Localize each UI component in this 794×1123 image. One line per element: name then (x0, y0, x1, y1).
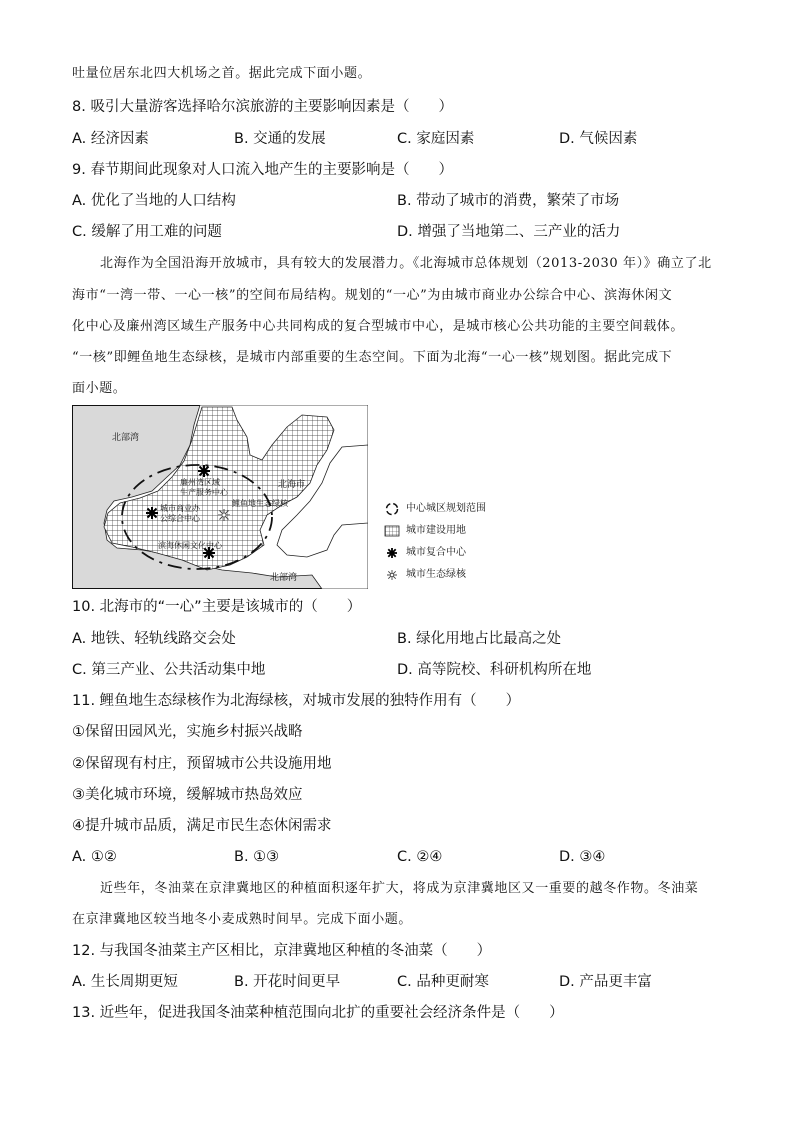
legend-item-composite-center (382, 546, 466, 561)
q8-option-b: B. 交通的发展 (234, 131, 326, 147)
q12-option-b: B. 开花时间更早 (234, 974, 341, 990)
q11-statement-3: ③美化城市环境，缓解城市热岛效应 (72, 787, 303, 803)
asterisk-light-icon (382, 568, 402, 582)
passage-line: 吐量位居东北四大机场之首。据此完成下面小题。 (72, 66, 372, 81)
label-beibu-bay-bottom: 北部湾 (270, 573, 298, 583)
legend-label: 中心城区规划范围 (406, 503, 486, 514)
label-commerce-2: 公综合中心 (160, 514, 200, 523)
passage-line: 在京津冀地区较当地冬小麦成熟时间早。完成下面小题。 (72, 912, 413, 927)
q11-option-b: B. ①③ (234, 849, 280, 865)
dashed-circle-icon (382, 502, 402, 516)
legend-label: 城市建设用地 (406, 525, 466, 536)
q11-option-c: C. ②④ (397, 849, 443, 865)
passage-line: 化中心及廉州湾区域生产服务中心共同构成的复合型城市中心，是城市核心公共功能的主要空间载体。 (72, 319, 685, 334)
passage-line: “一核”即鲤鱼地生态绿核，是城市内部重要的生态空间。下面为北海“一心一核”规划图。据此完成下 (72, 350, 673, 365)
label-beihai-city: 北海市 (278, 480, 306, 490)
passage-line: 海市“一湾一带、一心一核”的空间布局结构。规划的“一心”为由城市商业办公综合中心、滨海休闲文 (72, 288, 673, 303)
beihai-planning-map (72, 405, 368, 589)
question-10: 10. 北海市的“一心”主要是该城市的（ ） (72, 599, 362, 615)
legend-item-construction-land (382, 524, 466, 539)
label-binhai: 滨海休闲文化中心 (158, 541, 222, 550)
q11-option-a: A. ①② (72, 849, 117, 865)
q9-option-b: B. 带动了城市的消费，繁荣了市场 (397, 193, 620, 209)
q8-option-a: A. 经济因素 (72, 131, 149, 147)
passage-line: 近些年，冬油菜在京津冀地区的种植面积逐年扩大，将成为京津冀地区又一重要的越冬作物。冬油菜 (100, 881, 699, 896)
q8-option-d: D. 气候因素 (559, 131, 638, 147)
q10-option-a: A. 地铁、轻轨线路交会处 (72, 631, 236, 647)
q9-option-a: A. 优化了当地的人口结构 (72, 193, 236, 209)
legend-label: 城市复合中心 (406, 547, 466, 558)
label-lianzhou-1: 廉州湾区域 (180, 478, 220, 487)
q12-option-c: C. 品种更耐寒 (397, 974, 489, 990)
question-12: 12. 与我国冬油菜主产区相比，京津冀地区种植的冬油菜（ ） (72, 943, 492, 959)
asterisk-bold-icon (382, 546, 402, 560)
question-8: 8. 吸引大量游客选择哈尔滨旅游的主要影响因素是（ ） (72, 99, 453, 115)
label-lianzhou-2: 生产服务中心 (180, 488, 228, 497)
q11-statement-2: ②保留现有村庄，预留城市公共设施用地 (72, 756, 332, 772)
passage-line: 北海作为全国沿海开放城市，具有较大的发展潜力。《北海城市总体规划（2013-2030 年）》确立了北 (100, 256, 712, 271)
q11-statement-4: ④提升城市品质，满足市民生态休闲需求 (72, 818, 332, 834)
legend-item-central-boundary (382, 502, 486, 517)
q8-option-c: C. 家庭因素 (397, 131, 475, 147)
q9-option-d: D. 增强了当地第二、三产业的活力 (397, 224, 621, 240)
question-13: 13. 近些年，促进我国冬油菜种植范围向北扩的重要社会经济条件是（ ） (72, 1005, 564, 1021)
passage-line: 面小题。 (72, 381, 127, 396)
legend-label: 城市生态绿核 (406, 569, 466, 580)
label-liyu-core: 鲤鱼地生态绿核 (232, 499, 288, 508)
question-9: 9. 春节期间此现象对人口流入地产生的主要影响是（ ） (72, 162, 453, 178)
label-commerce-1: 城市商业办 (160, 504, 200, 513)
q10-option-b: B. 绿化用地占比最高之处 (397, 631, 562, 647)
q12-option-d: D. 产品更丰富 (559, 974, 652, 990)
composite-center-lianzhou (198, 465, 210, 477)
question-11: 11. 鲤鱼地生态绿核作为北海绿核，对城市发展的独特作用有（ ） (72, 693, 521, 709)
legend-item-green-core (382, 568, 466, 583)
q11-statement-1: ①保留田园风光，实施乡村振兴战略 (72, 724, 303, 740)
q12-option-a: A. 生长周期更短 (72, 974, 178, 990)
q11-option-d: D. ③④ (559, 849, 606, 865)
q9-option-c: C. 缓解了用工难的问题 (72, 224, 222, 240)
composite-center-commerce (146, 507, 158, 519)
q10-option-c: C. 第三产业、公共活动集中地 (72, 662, 266, 678)
label-beibu-bay-top: 北部湾 (112, 433, 140, 443)
grid-pattern-icon (382, 524, 402, 538)
ecological-green-core (218, 509, 230, 521)
q10-option-d: D. 高等院校、科研机构所在地 (397, 662, 592, 678)
